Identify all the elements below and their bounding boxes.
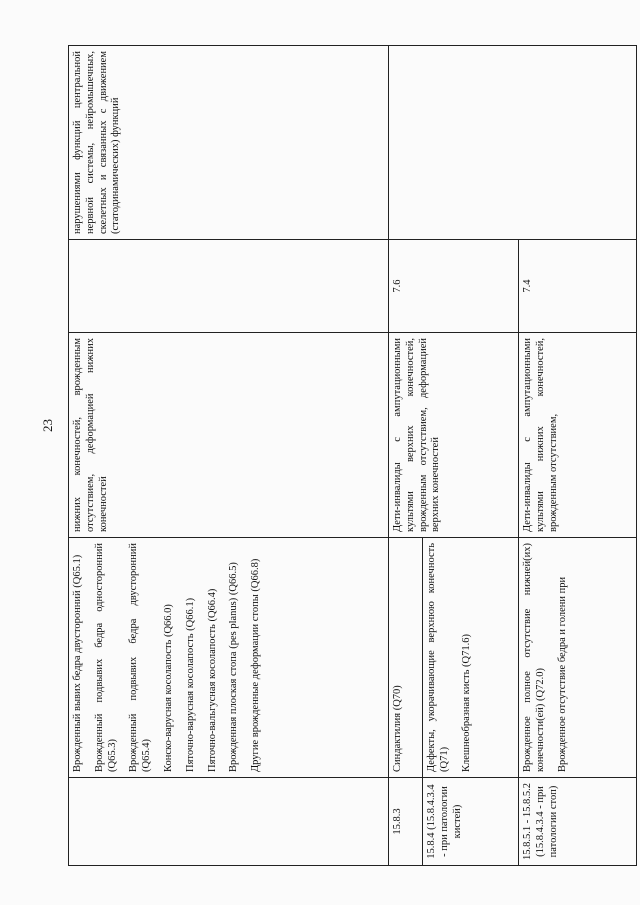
diagnosis-item: Другие врожденные деформации стопы (Q66.8): [250, 558, 262, 772]
criteria-table: [68, 45, 637, 866]
diagnosis-item: Дефекты, укорачивающие верхнюю конечность (Q71): [426, 543, 450, 772]
notes-cell: нарушениями функций центральной нервной системы, нейромышечных, скелетных и связанных с движением (статодинамических) функций: [69, 46, 389, 240]
value-cell: 7.4: [519, 240, 637, 333]
diagnosis-item: Пяточно-варусная косолапость (Q66.1): [184, 597, 196, 772]
code-cell: 15.8.4 (15.8.4.3.4 - при патологии кистей): [423, 778, 519, 866]
diagnosis-item: Врожденный подвывих бедра двусторонний (Q65.4): [128, 543, 153, 772]
table-row: [389, 46, 423, 866]
diagnosis-cell: [423, 538, 519, 778]
page-number: 23: [40, 419, 55, 432]
diagnosis-item: Врожденное полное отсутствие нижней(их) конечности(ей) (Q72.0): [522, 543, 546, 772]
value-cell: [69, 240, 389, 333]
diagnosis-item: Врожденное отсутствие бедра и голени при: [556, 576, 568, 772]
description-cell: Дети-инвалиды с ампутационными культями верхних конечностей, врожденным отсутствием, деформацией верхних конечностей: [389, 333, 519, 538]
diagnosis-cell: [519, 538, 637, 778]
rotated-table-container: [68, 46, 636, 866]
diagnosis-cell: [389, 538, 423, 778]
diagnosis-item: Конско-варусная косолапость (Q66.0): [162, 604, 174, 772]
notes-cell-empty: [389, 46, 637, 240]
value-cell: 7.6: [389, 240, 519, 333]
code-cell: [69, 778, 389, 866]
diagnosis-item: Пяточно-вальгусная косолапость (Q66.4): [206, 588, 218, 772]
diagnosis-item: Синдактилия (Q70): [392, 685, 403, 772]
table-row: [69, 46, 389, 866]
code-cell: 15.8.3: [389, 778, 423, 866]
diagnosis-item: Врожденная плоская стопа (pes planus) (Q66.5): [228, 562, 240, 772]
code-cell: 15.8.5.1 - 15.8.5.2 (15.8.4.3.4 - при патологии стоп): [519, 778, 637, 866]
diagnosis-cell: [69, 538, 389, 778]
description-cell: нижних конечностей, врожденным отсутствием, деформацией нижних конечностей: [69, 333, 389, 538]
diagnosis-item: Врожденный вывих бедра двусторонний (Q65.1): [72, 554, 83, 772]
diagnosis-item: Врожденный подвывих бедра односторонний (Q65.3): [93, 543, 118, 772]
diagnosis-item: Клешнеобразная кисть (Q71.6): [460, 634, 472, 772]
description-cell: Дети-инвалиды с ампутационными культями нижних конечностей, врожденным отсутствием,: [519, 333, 637, 538]
